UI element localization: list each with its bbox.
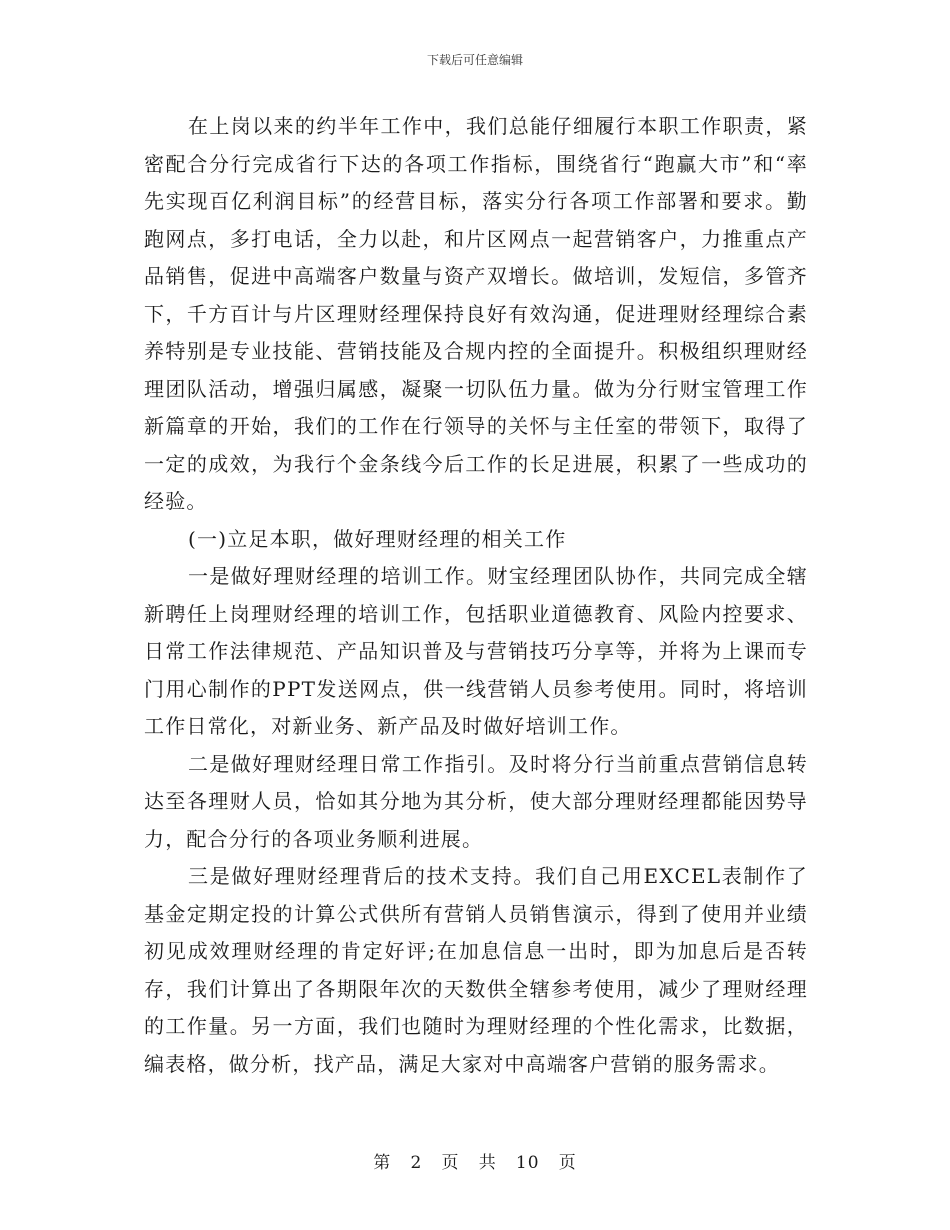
- footer-page-word: 页: [441, 1153, 460, 1173]
- footer-suffix: 页: [558, 1153, 577, 1173]
- paragraph-tech-support: 三是做好理财经理背后的技术支持。我们自己用EXCEL表制作了基金定期定投的计算公式供所有营销人员销售演示，得到了使用并业绩初见成效理财经理的肯定好评;在加息信息一出时，即为加息后是否转存，我们计算出了各期限年次的天数供全辖参考使用，减少了理财经理的工作量。另一方面，我们也随时为理财经理的个性化需求，比数据，编表格，做分析，找产品，满足大家对中高端客户营销的服务需求。: [144, 864, 808, 1076]
- paragraph-guidance: 二是做好理财经理日常工作指引。及时将分行当前重点营销信息转达至各理财人员，恰如其分地为其分析，使大部分理财经理都能因势导力，配合分行的各项业务顺利进展。: [144, 751, 808, 851]
- paragraph-intro: 在上岗以来的约半年工作中，我们总能仔细履行本职工作职责，紧密配合分行完成省行下达的各项工作指标，围绕省行“跑赢大市”和“率先实现百亿利润目标”的经营目标，落实分行各项工作部署和要求。勤跑网点，多打电话，全力以赴，和片区网点一起营销客户，力推重点产品销售，促进中高端客户数量与资产双增长。做培训，发短信，多管齐下，千方百计与片区理财经理保持良好有效沟通，促进理财经理综合素养特别是专业技能、营销技能及合规内控的全面提升。积极组织理财经理团队活动，增强归属感，凝聚一切队伍力量。做为分行财宝管理工作新篇章的开始，我们的工作在行领导的关怀与主任室的带领下，取得了一定的成效，为我行个金条线今后工作的长足进展，积累了一些成功的经验。: [144, 114, 808, 513]
- page-header-note: 下载后可任意编辑: [426, 53, 523, 67]
- paragraph-training: 一是做好理财经理的培训工作。财宝经理团队协作，共同完成全辖新聘任上岗理财经理的培训工作，包括职业道德教育、风险内控要求、日常工作法律规范、产品知识普及与营销技巧分享等，并将为上课而专门用心制作的PPT发送网点，供一线营销人员参考使用。同时，将培训工作日常化，对新业务、新产品及时做好培训工作。: [144, 564, 808, 738]
- document-body: [144, 108, 808, 1083]
- footer-total-pages: 10: [515, 1153, 540, 1173]
- page-footer: [0, 1152, 950, 1174]
- footer-prefix: 第: [373, 1153, 392, 1173]
- footer-total-word: 共: [478, 1153, 497, 1173]
- footer-current-page: 2: [410, 1153, 423, 1173]
- section-heading: (一)立足本职，做好理财经理的相关工作: [188, 526, 567, 551]
